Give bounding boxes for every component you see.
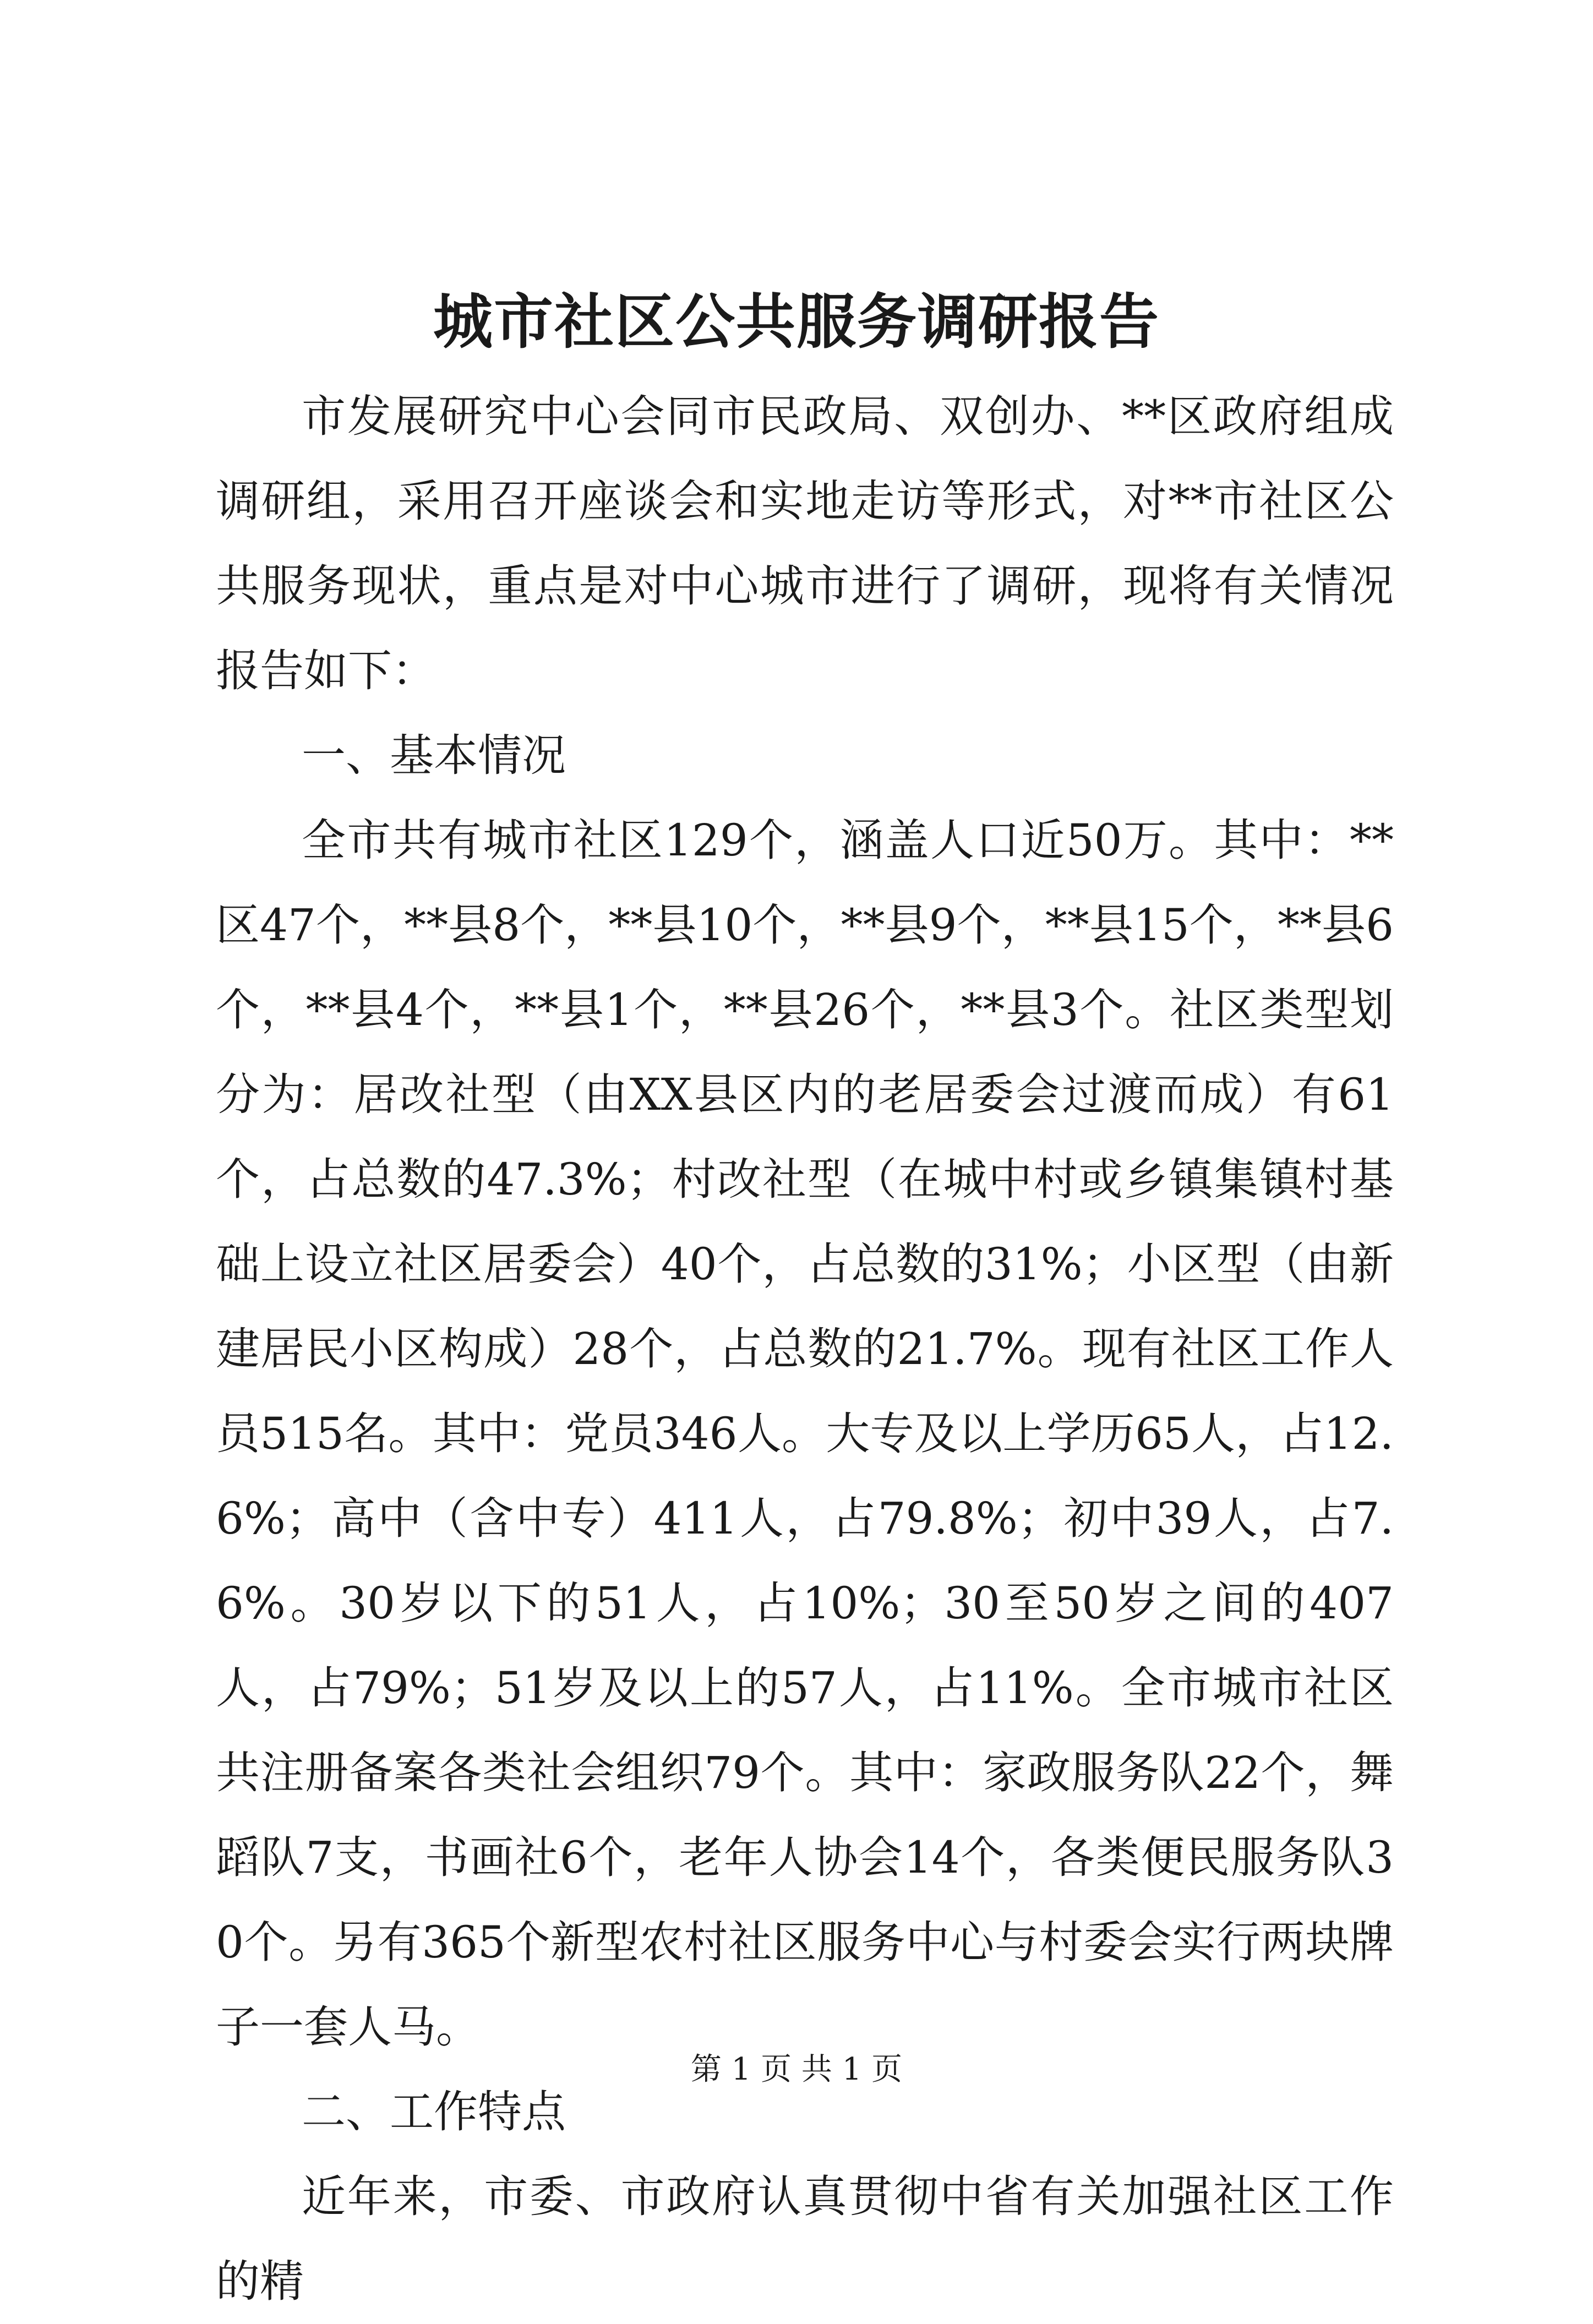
section-heading-features: 二、工作特点 xyxy=(302,2086,566,2137)
intro-paragraph: 市发展研究中心会同市民政局、双创办、**区政府组成调研组，采用召开座谈会和实地走访等形式，对**市社区公共服务现状，重点是对中心城市进行了调研，现将有关情况报告如下： xyxy=(216,391,1394,696)
basic-info-paragraph: 全市共有城市社区129个，涵盖人口近50万。其中：**区47个，**县8个，**县10个，**县9个，**县15个，**县6个，**县4个，**县1个，**县26个，**县3个。社区类型划分为：居改社型（由XX县区内的老居委会过渡而成）有61个，占总数的47.3%；村改社型（在城中村或乡镇集镇村基础上设立社区居委会）40个，占总数的31%；小区型（由新建居民小区构成）28个，占总数的21.7%。现有社区工作人员515名。其中：党员346人。大专及以上学历65人，占12.6%；高中（含中专）411人，占79.8%；初中39人，占7.6%。30岁以下的51人，占10%；30至50岁之间的407人，占79%；51岁及以上的57人，占11%。全市城市社区共注册备案各类社会组织79个。其中：家政服务队22个，舞蹈队7支，书画社6个，老年人协会14个，各类便民服务队30个。另有365个新型农村社区服务中心与村委会实行两块牌子一套人马。 xyxy=(216,815,1394,2053)
document-body xyxy=(216,374,1394,2324)
document-title: 城市社区公共服务调研报告 xyxy=(433,287,1160,357)
page-footer: 第 1 页 共 1 页 xyxy=(690,2052,903,2087)
features-paragraph: 近年来，市委、市政府认真贯彻中省有关加强社区工作的精 xyxy=(216,2171,1394,2307)
section-heading-basic: 一、基本情况 xyxy=(302,730,566,781)
